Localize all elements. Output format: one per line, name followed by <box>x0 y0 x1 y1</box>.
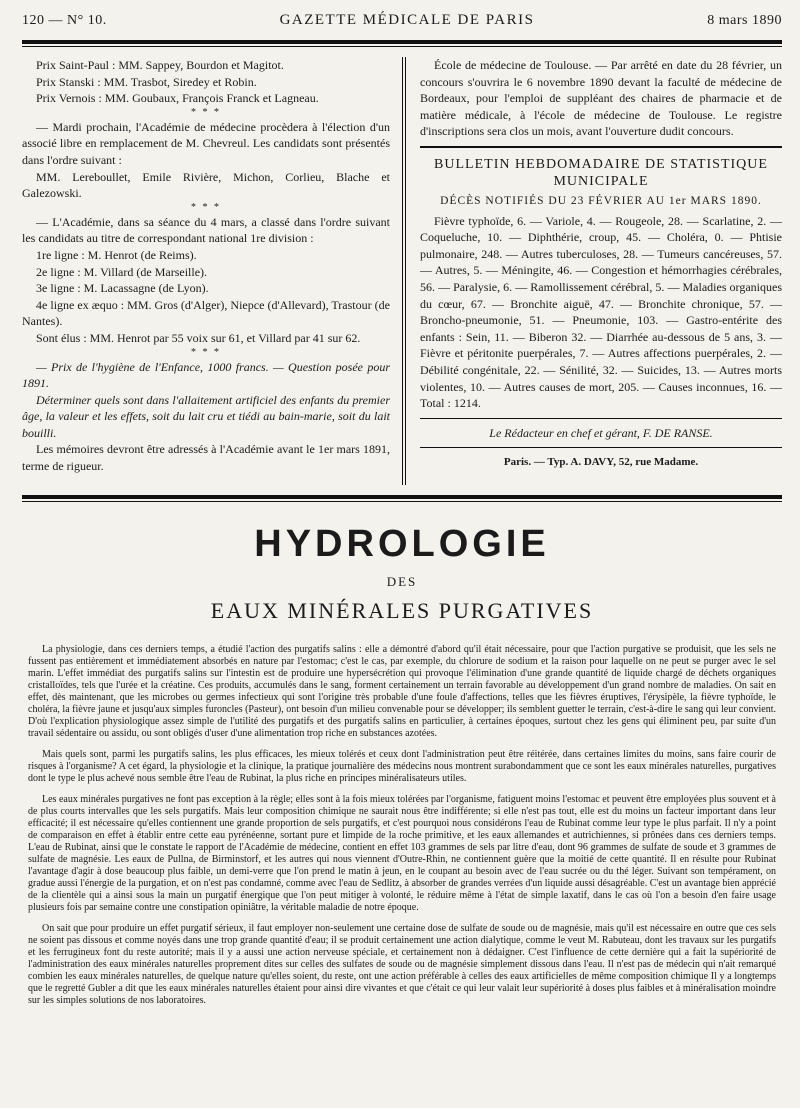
separator-stars: * * * <box>191 346 221 358</box>
separator-stars: * * * <box>191 201 221 213</box>
editor-line: Le Rédacteur en chef et gérant, F. DE RANSE. <box>489 425 713 440</box>
printer-line: Paris. — Typ. A. DAVY, 52, rue Madame. <box>503 456 699 469</box>
separator-stars: * * * <box>191 106 221 118</box>
deaths-heading: DÉCÈS NOTIFIÉS DU 23 FÉVRIER AU 1er MARS 1890. <box>440 194 762 207</box>
right-column <box>406 57 782 485</box>
left-column <box>22 57 402 485</box>
candidates-paragraph: MM. Lereboullet, Emile Rivière, Michon, Corlieu, Blache et Galezowski. <box>22 169 390 201</box>
prize-hygiene: — Prix de l'hygiène de l'Enfance, 1000 francs. — Question posée pour 1891. <box>22 359 390 391</box>
toulouse-notice: École de médecine de Toulouse. — Par arrêté en date du 28 février, un concours s'ouvrira le 6 novembre 1890 devant la faculté de médecine de Bordeaux, pour l'emploi de suppléant des chaires de pharmacie et de matière médicale, à l'école de médecine de Toulouse. Le registre d'inscriptions sera clos un mois, avant l'ouverture dudit concours. <box>420 58 782 139</box>
newspaper-page <box>22 12 782 1102</box>
section-rule <box>420 447 782 448</box>
classement-paragraph: — L'Académie, dans sa séance du 4 mars, a classé dans l'ordre suivant les candidats au titre de correspondant national 1re division : <box>22 214 390 246</box>
ranking-line: 2e ligne : M. Villard (de Marseille). <box>36 264 208 279</box>
memoires-paragraph: Les mémoires devront être adressés à l'Académie avant le 1er mars 1891, terme de rigueur. <box>22 442 390 474</box>
header-rule <box>22 40 782 44</box>
election-paragraph: — Mardi prochain, l'Académie de médecine procèdera à l'élection d'un associé libre en remplacement de M. Chevreul. Les candidats sont présentés dans l'ordre suivant : <box>22 119 390 167</box>
advert-article <box>22 644 782 1007</box>
page-header <box>22 12 782 34</box>
article-paragraph: La physiologie, dans ces derniers temps, a étudié l'action des purgatifs salins : elle a démontré d'abord qu'il était nécessaire, pour que l'action purgative se produisit, que les sels ne fussent pas entièrement et immédiatement absorbés en nature par l'estomac; c'est le cas, par exemple, du chlorure de sodium et la raison pour laquelle on ne peut se purger avec le sel marin. L'effet immédiat des purgatifs salins sur l'intestin est de produire une hypersécrétion qui provoque l'élimination d'une grande quantité de liquide chargé de déchets organiques cristalloïdes, tels que l'urée et la créatine. Ces produits, accumulés dans le sang, forment certainement un terrain favorable au développement d'un grand nombre de maladies. On sait en effet, dès maintenant, que les microbes ou germes infectieux qui sont l'origine très probable d'une foule d'affections, telles que les fièvres éruptives, l'érysipèle, la fièvre typhoïde, le choléra, la fièvre jaune et jusqu'aux simples furoncles (Pasteur), ont besoin d'un milieu convenable pour se développer; ils semblent guetter le terrain, c'est-à-dire le sang qui leur convient. D'où l'explication physiologique assez simple de l'utilité des purgatifs et des purgatifs salins en particulier, à certaines époques, surtout chez les gens qui éliminent peu, par suite d'un travail sédentaire ou assidu, ou sont obligés d'user d'une alimentation trop riche en substances azotées. <box>28 644 776 739</box>
bulletin-title <box>420 156 782 190</box>
article-paragraph: On sait que pour produire un effet purgatif sérieux, il faut employer non-seulement une certaine dose de sulfate de soude ou de magnésie, mais qu'il est nécessaire en outre que ces sels ne soient pas dissous et comme noyés dans une trop grande quantité d'eau; il se produit certainement une action dialytique, comme le veut M. Rabuteau, dont les travaux sur les purgatifs et les ferrugineux font du reste autorité; mais il y a aussi une action nerveuse spéciale, et certainement non à dédaigner. C'est l'influence de cette dernière qui a fait la supériorité de l'administration des eaux minérales naturelles proprement dites sur celles des sulfates de soude ou de magnésie simplement dissous dans l'eau. Il n'est pas de médecin qui n'ait remarqué combien les eaux minérales naturelles, de quelque nature qu'elles soient, du reste, ont une action préférable à celles des eaux artificielles de même composition chimique Il y a longtemps que le regretté Gubler a dit que les eaux minérales naturelles étaient pour ainsi dire vivantes et que c'était ce qui leur valait leur supériorité à doses plus faibles et à minéralisation moindre sur les simples solutions de nos laboratoires. <box>28 923 776 1006</box>
advert-des: DES <box>386 574 418 589</box>
advert-rule-thin <box>22 501 782 502</box>
article-paragraph: Les eaux minérales purgatives ne font pas exception à la règle; elles sont à la fois mieux tolérées par l'organisme, fatiguent moins l'estomac et peuvent être employées plus souvent et à de plus courts intervalles que les sels purgatifs. Mais leur composition chimique ne saurait nous être indifférente; si elle n'est pas tout, elle est du moins un facteur important dans leur efficacité; il est nécessaire qu'elles contiennent une grande proportion de sels purgatifs, et c'est pourquoi nous considérons l'eau de Rubinat comme leur type le plus parfait. Il n'y a point de comparaison en effet à établir entre cette eau pyrénéenne, sortant pure et limpide de la roche primitive, et les eaux allemandes et autrichiennes, si prônées dans ces derniers temps. L'eau de Rubinat, ainsi que le constate le rapport de l'Académie de médecine, contient en effet 103 grammes de sels par litre d'eau, dont 96 grammes de sulfate de soude et 3 grammes de sulfate de magnésie. Les eaux de Pullna, de Birminstorf, et les autres qui nous viennent d'Outre-Rhin, ne contiennent guère que la moitié de cette quantité. Il en résulte pour Rubinat l'avantage d'agir à dose beaucoup plus faible, un demi-verre que l'on prend le matin à jeun, en le coupant au besoin avec de l'eau sucrée ou du thé léger. Suivant son tempérament, on gradue aussi l'énergie de la purgation, et on n'est pas condamné, comme avec l'eau de Sedlitz, à absorber de grandes verrées d'un liquide aussi désagréable. C'est un avantage bien apprécié de la clientèle qui a ainsi sous la main un purgatif énergique que l'on peut mitiger à volonté, le réduire même à l'état de simple laxatif, dans le cas où l'on a besoin d'en faire usage plusieurs fois par semaine contre une constipation opiniâtre, la véritable maladie de notre époque. <box>28 794 776 913</box>
death-statistics: Fièvre typhoïde, 6. — Variole, 4. — Rougeole, 28. — Scarlatine, 2. — Coqueluche, 10. — Diphthérie, croup, 45. — Choléra, 0. — Phtisie pulmonaire, 248. — Autres tuberculoses, 28. — Tumeurs cancéreuses, 57. — Autres, 5. — Méningite, 46. — Congestion et hémorrhagies cérébrales, 56. — Paralysie, 6. — Ramollissement cérébral, 5. — Maladies organiques du cœur, 67. — Bronchite aiguë, 47. — Bronchite chronique, 57. — Broncho-pneumonie, 51. — Pneumonie, 103. — Gastro-entérite des enfants : Sein, 11. — Biberon 32. — Diarrhée au-dessous de 5 ans, 3. — Fièvre et péritonite puerpérales, 7. — Autres affections puerpérales, 2. — Débilité congénitale, 22. — Sénilité, 32. — Suicides, 13. — Autres morts violentes, 10. — Autres causes de mort, 205. — Causes inconnues, 16. — Total : 1214. <box>420 213 782 411</box>
article-paragraph: Mais quels sont, parmi les purgatifs salins, les plus efficaces, les mieux tolérés et ceux dont l'administration peut être réitérée, dans certaines limites du moins, sans faire courir de risques à l'organisme? A cet égard, la physiologie et la clinique, la pratique journalière des médecins nous montrent surabondamment que ce sont les eaux minérales naturelles, purgatives dont le type le plus achevé nous semble être l'eau de Rubinat, la plus riche en principes minéralisateurs utiles. <box>28 749 776 784</box>
ranking-line: 3e ligne : M. Lacassagne (de Lyon). <box>36 281 209 296</box>
section-rule <box>420 146 782 148</box>
journal-title: GAZETTE MÉDICALE DE PARIS <box>279 12 535 28</box>
header-rule-thin <box>22 46 782 47</box>
elected-paragraph: Sont élus : MM. Henrot par 55 voix sur 61, et Villard par 41 sur 62. <box>36 330 361 345</box>
ranking-line: 4e ligne ex æquo : MM. Gros (d'Alger), Niepce (d'Allevard), Trastour (de Nantes). <box>22 297 390 329</box>
issue-date: 8 mars 1890 <box>707 13 782 28</box>
prize-question: Déterminer quels sont dans l'allaitement artificiel des enfants du premier âge, la valeur et les effets, soit du lait cru et tiédi au bain-marie, soit du lait bouilli. <box>22 392 390 440</box>
prize-line: Prix Stanski : MM. Trasbot, Siredey et Robin. <box>36 74 257 89</box>
prize-line: Prix Vernois : MM. Goubaux, François Franck et Lagneau. <box>36 91 319 106</box>
bulletin-title-line: BULLETIN HEBDOMADAIRE DE STATISTIQUE <box>434 156 768 172</box>
page-number: 120 — N° 10. <box>22 13 107 28</box>
advert-rule <box>22 495 782 499</box>
section-rule <box>420 418 782 419</box>
ranking-line: 1re ligne : M. Henrot (de Reims). <box>36 247 197 262</box>
top-section <box>22 57 782 485</box>
bulletin-title-line: MUNICIPALE <box>553 173 649 189</box>
advert-title: HYDROLOGIE <box>254 523 550 565</box>
advert-subtitle: EAUX MINÉRALES PURGATIVES <box>210 598 594 623</box>
prize-line: Prix Saint-Paul : MM. Sappey, Bourdon et Magitot. <box>36 58 284 72</box>
